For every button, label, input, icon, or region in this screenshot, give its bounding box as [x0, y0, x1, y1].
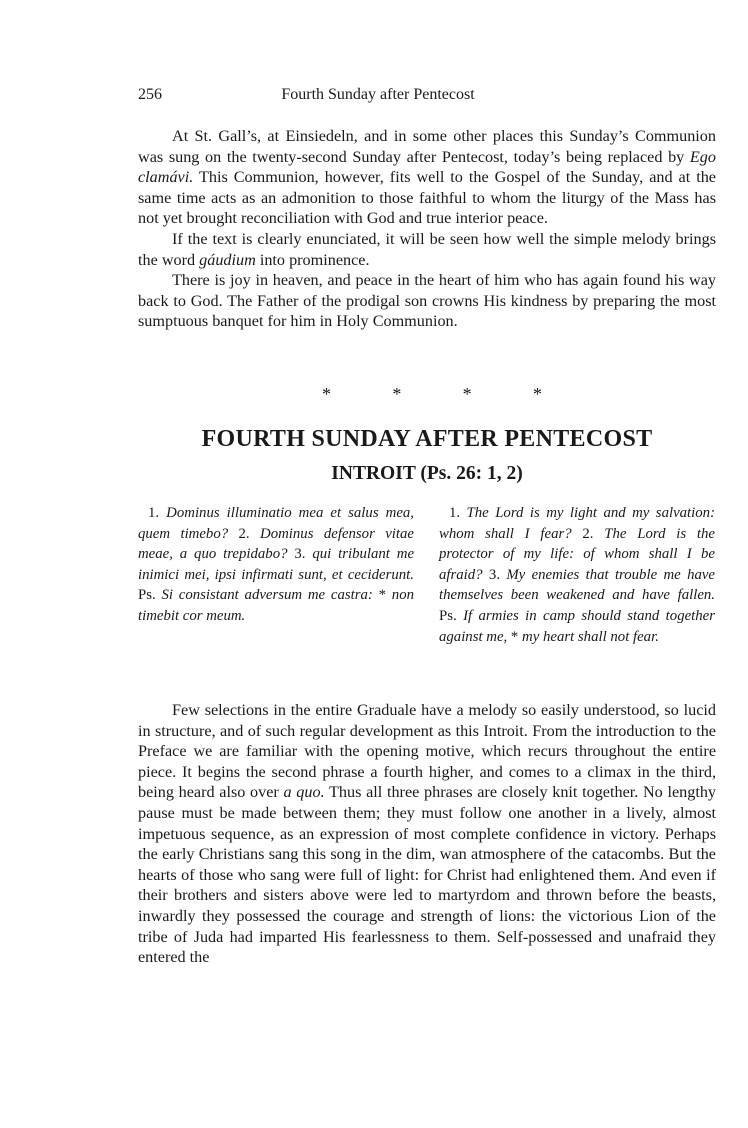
- text-run: Thus all three phrases are closely knit together. No lengthy pause must be made between them; they must follow one another in a lively, almost impetuous sequence, as an expression of most complete confidence in victory. Perhaps the early Christians sang this song in the dim, wan atmosphere of the catacombs. But the hearts of those who sang were full of light: for Christ had enlightened them. And even if their brothers and sisters above were led to martyrdom and thrown before the beasts, inwardly they possessed the courage and strength of lions: the victorious Lion of the tribe of Juda had imparted His fearlessness to them. Self-possessed and unafraid they entered the: [138, 783, 717, 967]
- psalm-reference: (Ps. 26: 1, 2): [420, 463, 523, 484]
- text-run: If the text is clearly enunciated, it will be seen how well the simple melody brings the word: [138, 229, 716, 269]
- text-run: 1.: [148, 505, 167, 521]
- running-title: Fourth Sunday after Pentecost: [281, 86, 475, 103]
- paragraph: [138, 270, 716, 332]
- italic-run: non timebit cor meum.: [138, 587, 414, 624]
- text-run: This Communion, however, fits well to the Gospel of the Sunday, and at the same time acts as an admonition to those faithful to whom the liturgy of the Mass has not yet brought reconciliation with God and true interior peace.: [138, 168, 716, 228]
- paragraph: [138, 229, 716, 270]
- italic-run: gáudium: [199, 250, 256, 269]
- english-text: [439, 503, 715, 647]
- italic-run: Dominus defensor vitae meae, a quo trepidabo?: [138, 525, 414, 563]
- intro-text: [138, 126, 716, 332]
- paragraph: [138, 126, 716, 229]
- text-run: Few selections in the entire Graduale have a melody so easily understood, so lucid in structure, and of such regular development as this Introit. From the introduction to the Preface we are familiar with the opening motive, which recurs throughout the entire piece. It begins the second phrase a fourth higher, and comes to a climax in the third, being heard also over: [138, 701, 716, 802]
- section-heading: FOURTH SUNDAY AFTER PENTECOST: [201, 426, 653, 452]
- text-run: *: [372, 587, 392, 604]
- italic-run: If armies in camp should stand together against me,: [439, 607, 715, 645]
- italic-run: Si consistant adversum me castra:: [161, 587, 373, 604]
- italic-run: The Lord is the protector of my life: of whom shall I be afraid?: [439, 525, 715, 583]
- asterisk: *: [462, 384, 472, 404]
- commentary-text: [138, 700, 716, 968]
- text-run: *: [507, 628, 523, 645]
- text-run: 3.: [482, 566, 507, 583]
- section-separator: [322, 384, 542, 404]
- italic-run: My enemies that trouble me have themselves been weakened and have fallen.: [439, 566, 715, 604]
- italic-run: Dominus illuminatio mea et salus mea, quem timebo?: [138, 505, 414, 542]
- text-run: 2.: [571, 525, 605, 542]
- text-run: Ps.: [138, 587, 162, 604]
- text-run: 2.: [228, 525, 261, 542]
- italic-run: The Lord is my light and my salvation: whom shall I fear?: [439, 505, 715, 542]
- text-run: At St. Gall’s, at Einsiedeln, and in some other places this Sunday’s Communion was sung on the twenty-second Sunday after Pentecost, today’s being replaced by: [138, 127, 716, 166]
- english-column: [439, 503, 715, 647]
- latin-column: [138, 503, 414, 627]
- introit-label: INTROIT: [331, 463, 416, 484]
- asterisk: *: [532, 384, 542, 404]
- text-run: 1.: [449, 505, 467, 521]
- text-run: into prominence.: [255, 250, 370, 269]
- italic-run: Ego clamávi.: [138, 147, 716, 187]
- italic-run: a quo.: [283, 783, 325, 802]
- asterisk: *: [322, 384, 331, 404]
- asterisk: *: [392, 384, 402, 404]
- text-run: 3.: [287, 546, 313, 563]
- italic-run: my heart shall not fear.: [522, 628, 659, 645]
- introit-heading: [138, 462, 716, 486]
- italic-run: qui tribulant me inimici mei, ipsi infirmati sunt, et ceciderunt.: [138, 546, 415, 583]
- latin-text: [138, 503, 414, 627]
- page-number: 256: [138, 86, 162, 103]
- text-run: Ps.: [439, 607, 464, 624]
- text-run: There is joy in heaven, and peace in the heart of him who has again found his way back to God. The Father of the prodigal son crowns His kindness by preparing the most sumptuous banquet for him in Holy Communion.: [138, 271, 716, 331]
- paragraph: [138, 700, 716, 968]
